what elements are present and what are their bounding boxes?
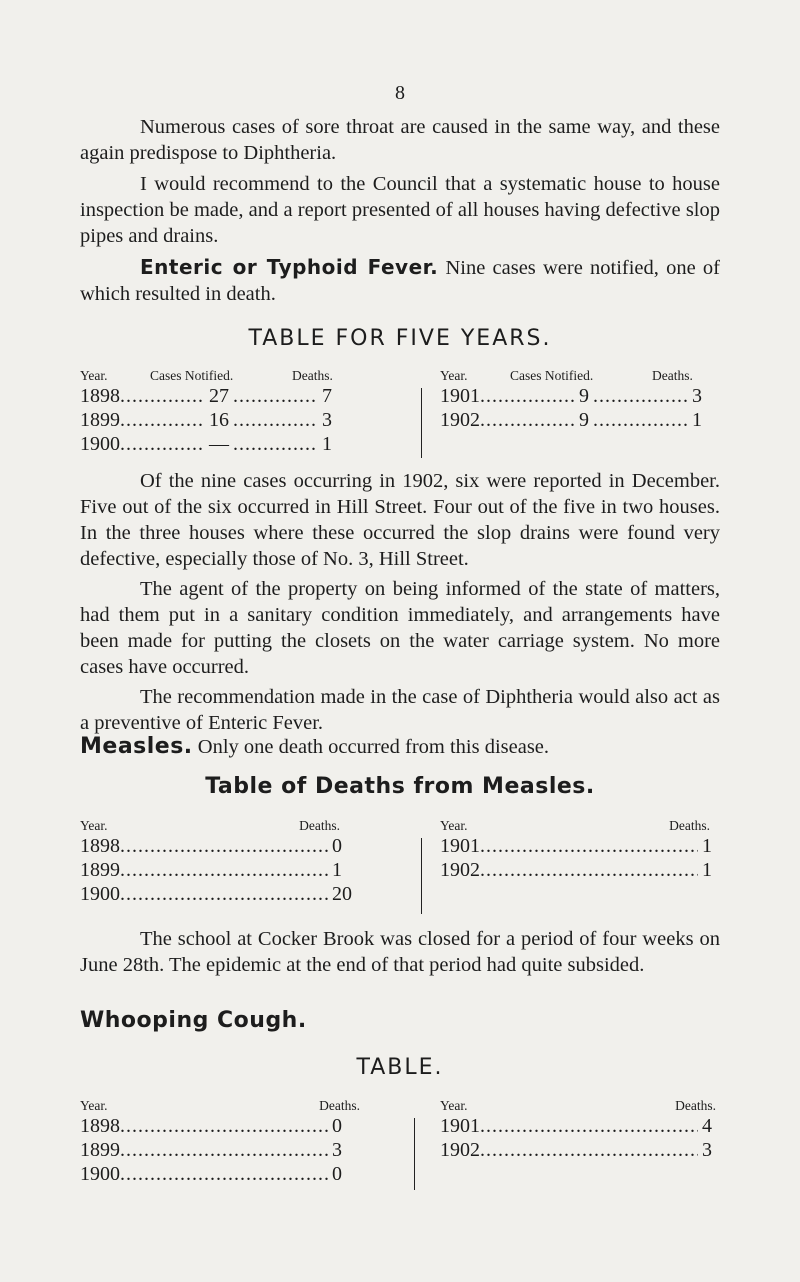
enteric-cell-cases: 9 [579,409,589,431]
measles-table-row [80,858,360,882]
measles-cell-year: 1902 [440,859,480,881]
enteric-table-row [80,384,350,408]
measles-cell-year: 1900 [80,883,120,905]
leader-dots [120,1162,328,1186]
paragraph-measles [80,734,720,760]
enteric-heading: Enteric or Typhoid Fever. [140,255,439,279]
measles-table-title: Table of Deaths from Measles. [205,774,595,799]
measles-cell-deaths: 1 [702,835,712,857]
enteric-table-left [80,368,380,456]
measles-table-divider [421,838,422,914]
leader-dots [120,834,328,858]
measles-header-year: Year. [80,818,108,833]
measles-cell-year: 1899 [80,859,120,881]
paragraph-recommendation: I would recommend to the Council that a systematic house to house inspection be made, and a report presented of all houses having defective slop pipes and drains. [80,173,720,247]
whooping-cell-deaths: 0 [332,1115,342,1137]
measles-cell-year: 1901 [440,835,480,857]
whooping-cell-deaths: 4 [702,1115,712,1137]
leader-dots [593,408,688,432]
measles-table-left [80,818,380,906]
whooping-cell-year: 1899 [80,1139,120,1161]
whooping-table-row [440,1138,730,1162]
whooping-header-deaths: Deaths. [319,1098,360,1113]
measles-table-right [440,818,740,882]
enteric-table-row [80,432,350,456]
enteric-cell-cases: — [209,433,229,455]
measles-header-deaths-right: Deaths. [669,818,710,833]
leader-dots [120,858,328,882]
enteric-table-row [440,408,720,432]
measles-table-row [440,834,730,858]
enteric-cell-deaths: 7 [322,385,332,407]
enteric-text: Nine cases were notified, one of which resulted in death. [80,257,720,305]
leader-dots [233,384,318,408]
whooping-cell-year: 1900 [80,1163,120,1185]
measles-header-year-right: Year. [440,818,468,833]
paragraph-sore-throat: Numerous cases of sore throat are caused in the same way, and these again predispose to Diphtheria. [80,116,720,164]
whooping-heading: Whooping Cough. [80,1008,307,1033]
leader-dots [120,432,205,456]
enteric-table-title: TABLE FOR FIVE YEARS. [248,326,552,351]
whooping-table-row [80,1138,360,1162]
measles-cell-year: 1898 [80,835,120,857]
whooping-table-divider [414,1118,415,1190]
measles-cell-deaths: 20 [332,883,352,905]
leader-dots [120,1138,328,1162]
enteric-cell-deaths: 3 [692,385,702,407]
leader-dots [480,834,698,858]
enteric-header-year: Year. [80,368,108,383]
whooping-header-year: Year. [80,1098,108,1113]
leader-dots [120,1114,328,1138]
paragraph-school-closed: The school at Cocker Brook was closed for a period of four weeks on June 28th. The epidemic at the end of that period had quite subsided. [80,928,720,976]
leader-dots [233,408,318,432]
whooping-cell-deaths: 3 [702,1139,712,1161]
whooping-table-left [80,1098,380,1186]
enteric-cell-year: 1900 [80,433,120,455]
enteric-cell-year: 1901 [440,385,480,407]
enteric-cell-year: 1902 [440,409,480,431]
enteric-header-cases: Cases Notified. [150,368,234,383]
enteric-cell-cases: 27 [209,385,229,407]
measles-header-deaths: Deaths. [299,818,340,833]
whooping-table-row [80,1114,360,1138]
enteric-table-divider [421,388,422,458]
whooping-table-title: TABLE. [356,1055,444,1080]
leader-dots [233,432,318,456]
leader-dots [120,408,205,432]
enteric-cell-year: 1899 [80,409,120,431]
enteric-header-deaths: Deaths. [292,368,333,383]
whooping-table-row [80,1162,360,1186]
whooping-cell-deaths: 3 [332,1139,342,1161]
leader-dots [480,408,575,432]
enteric-table-right [440,368,740,432]
whooping-cell-deaths: 0 [332,1163,342,1185]
whooping-cell-year: 1898 [80,1115,120,1137]
enteric-table-row [80,408,350,432]
enteric-cell-cases: 16 [209,409,229,431]
paragraph-preventive: The recommendation made in the case of Diphtheria would also act as a preventive of Enteric Fever. [80,686,720,734]
enteric-table-row [440,384,720,408]
whooping-cell-year: 1902 [440,1139,480,1161]
whooping-header-deaths-right: Deaths. [675,1098,716,1113]
whooping-table-right [440,1098,740,1162]
measles-cell-deaths: 1 [332,859,342,881]
whooping-header-year-right: Year. [440,1098,468,1113]
paragraph-nine-cases: Of the nine cases occurring in 1902, six were reported in December. Five out of the six occurred in Hill Street. Four out of the five in two houses. In the three houses where these occurred the slop drains were found very defective, especially those of No. 3, Hill Street. [80,470,720,570]
paragraph-enteric [80,254,720,307]
enteric-header-year-right: Year. [440,368,468,383]
page-number: 8 [395,82,405,104]
enteric-cell-year: 1898 [80,385,120,407]
measles-cell-deaths: 1 [702,859,712,881]
leader-dots [480,858,698,882]
leader-dots [480,1114,698,1138]
measles-cell-deaths: 0 [332,835,342,857]
enteric-cell-deaths: 1 [322,433,332,455]
measles-text: Only one death occurred from this disease. [192,736,550,758]
enteric-cell-deaths: 3 [322,409,332,431]
leader-dots [593,384,688,408]
leader-dots [480,1138,698,1162]
enteric-cell-deaths: 1 [692,409,702,431]
paragraph-whooping [80,1008,720,1034]
enteric-header-cases-right: Cases Notified. [510,368,594,383]
enteric-cell-cases: 9 [579,385,589,407]
measles-heading: Measles. [80,734,193,759]
whooping-table-row [440,1114,730,1138]
paragraph-agent: The agent of the property on being informed of the state of matters, had them put in a sanitary condition immediately, and arrangements have been made for putting the closets on the water carriage system. No more cases have occurred. [80,578,720,678]
measles-table-row [440,858,730,882]
leader-dots [120,882,328,906]
whooping-cell-year: 1901 [440,1115,480,1137]
leader-dots [480,384,575,408]
measles-table-row [80,882,360,906]
leader-dots [120,384,205,408]
enteric-header-deaths-right: Deaths. [652,368,693,383]
measles-table-row [80,834,360,858]
